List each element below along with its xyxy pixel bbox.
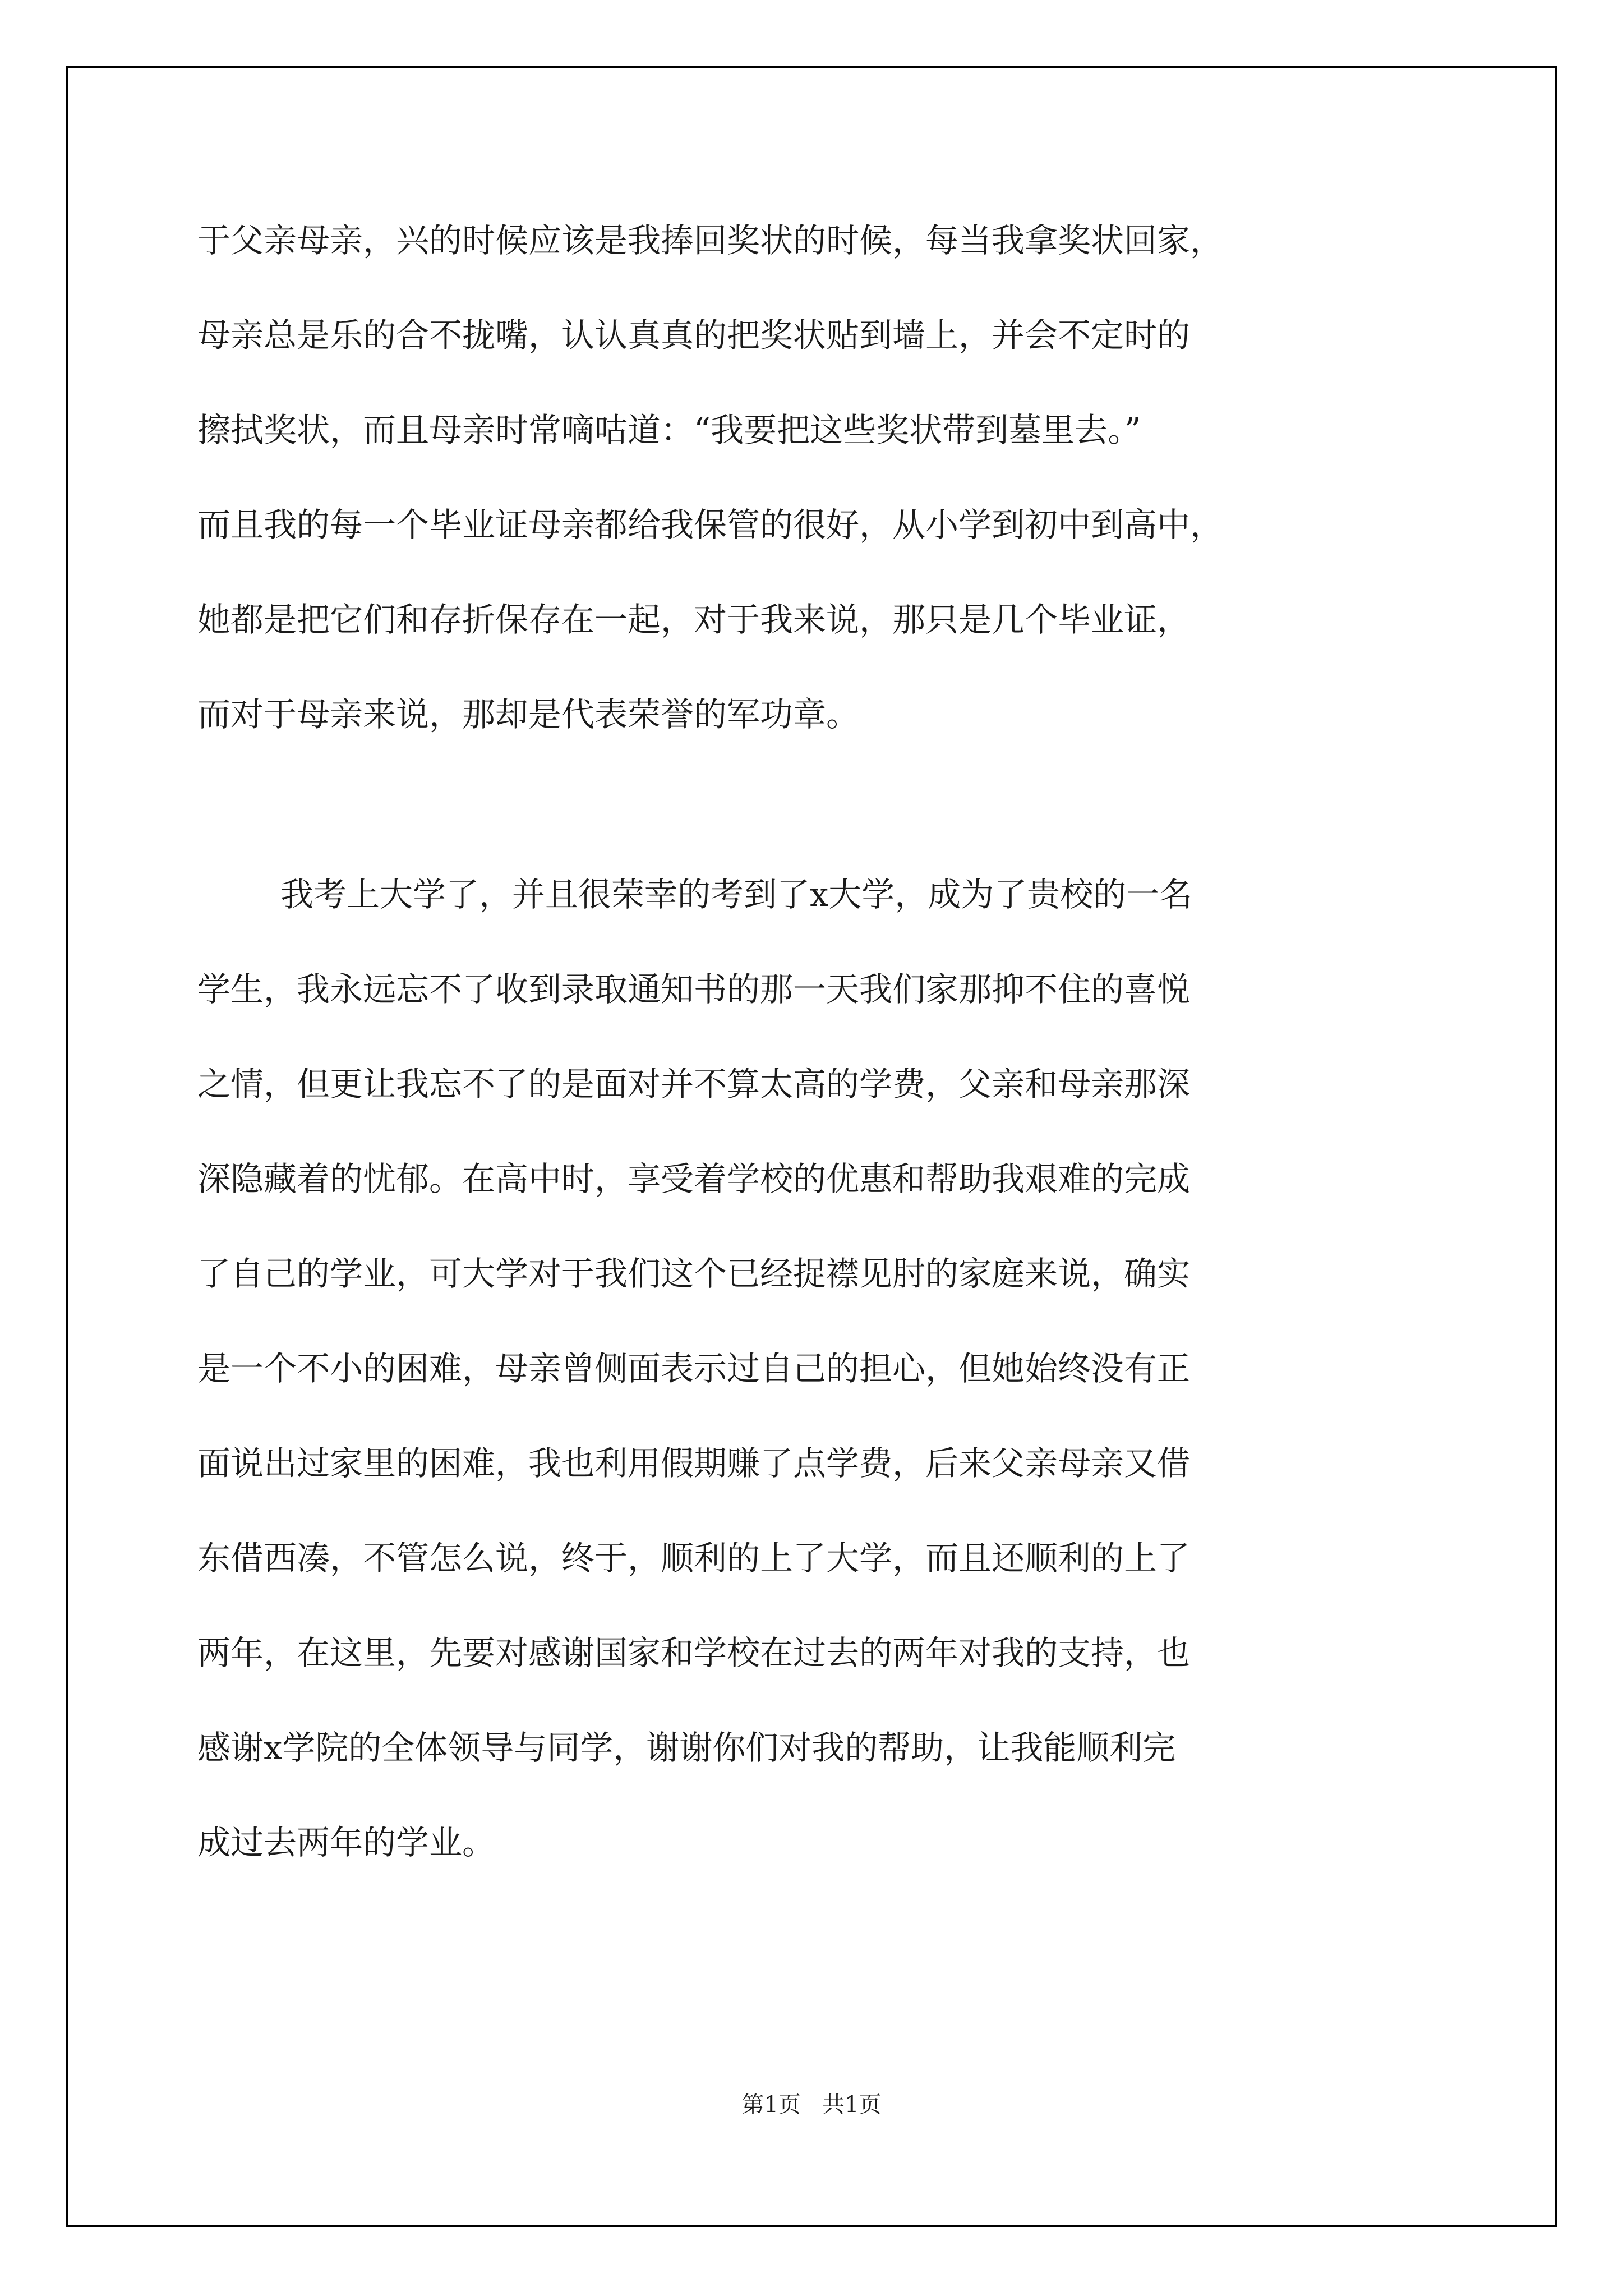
page-border [66, 66, 1557, 2227]
paragraph-line: 成过去两年的学业。 [197, 1823, 496, 1862]
paragraph-line: 两年，在这里，先要对感谢国家和学校在过去的两年对我的支持，也 [197, 1634, 1191, 1672]
paragraph-line: 是一个不小的困难，母亲曾侧面表示过自己的担心，但她始终没有正 [197, 1349, 1191, 1388]
paragraph-line: 而对于母亲来说，那却是代表荣誉的军功章。 [197, 695, 860, 734]
paragraph-line: 了自己的学业，可大学对于我们这个已经捉襟见肘的家庭来说，确实 [197, 1254, 1191, 1293]
paragraph-line: 于父亲母亲，兴的时候应该是我捧回奖状的时候，每当我拿奖状回家， [197, 221, 1224, 260]
page-number-footer: 第1页 共1页 [741, 2092, 882, 2118]
paragraph-line: 学生，我永远忘不了收到录取通知书的那一天我们家那抑不住的喜悦 [197, 970, 1191, 1009]
paragraph-line: 感谢x学院的全体领导与同学，谢谢你们对我的帮助，让我能顺利完 [197, 1728, 1176, 1767]
paragraph-line: 而且我的每一个毕业证母亲都给我保管的很好，从小学到初中到高中， [197, 505, 1224, 544]
paragraph-line: 面说出过家里的困难，我也利用假期赚了点学费，后来父亲母亲又借 [197, 1444, 1191, 1483]
paragraph-line: 之情，但更让我忘不了的是面对并不算太高的学费，父亲和母亲那深 [197, 1065, 1191, 1103]
paragraph-line: 母亲总是乐的合不拢嘴，认认真真的把奖状贴到墙上，并会不定时的 [197, 316, 1191, 355]
paragraph-line: 深隐藏着的忧郁。在高中时，享受着学校的优惠和帮助我艰难的完成 [197, 1159, 1191, 1198]
paragraph-line: 我考上大学了，并且很荣幸的考到了x大学，成为了贵校的一名 [280, 875, 1193, 914]
paragraph-line: 擦拭奖状，而且母亲时常嘀咕道：“我要把这些奖状带到墓里去。” [197, 411, 1141, 449]
paragraph-line: 她都是把它们和存折保存在一起，对于我来说，那只是几个毕业证， [197, 600, 1191, 639]
paragraph-line: 东借西凑，不管怎么说，终于，顺利的上了大学，而且还顺利的上了 [197, 1539, 1191, 1577]
